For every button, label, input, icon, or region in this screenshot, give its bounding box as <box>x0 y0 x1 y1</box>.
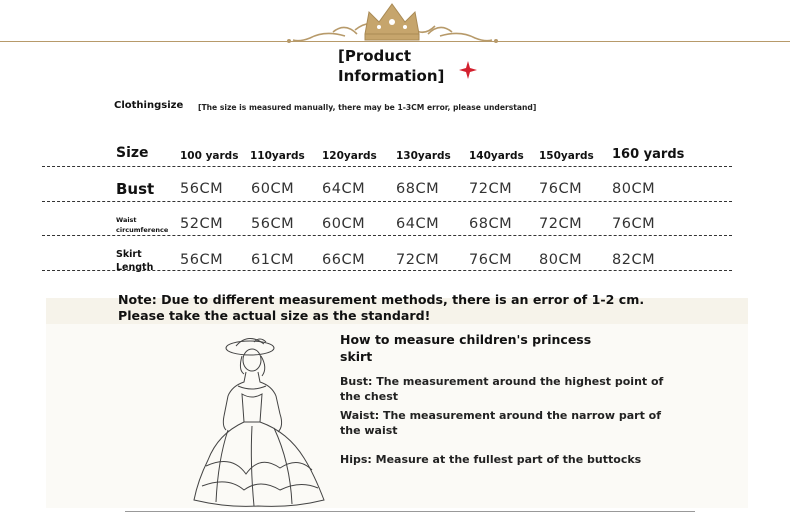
bust-description: Bust: The measurement around the highest point of the chest <box>340 375 664 403</box>
size-header-cell: 100 yards <box>180 150 239 162</box>
waist-cell: 64CM <box>396 216 440 232</box>
page-title <box>338 46 444 86</box>
skirt-cell: 56CM <box>180 252 224 268</box>
clothing-size-note: [The size is measured manually, there may be 1-3CM error, please understand] <box>198 103 537 112</box>
size-header-cell: 120yards <box>322 150 377 162</box>
skirt-cell: 72CM <box>396 252 440 268</box>
bottom-rule <box>125 511 695 512</box>
waist-label <box>116 215 168 235</box>
waist-cell: 52CM <box>180 216 224 232</box>
table-divider <box>42 235 732 236</box>
bust-cell: 68CM <box>396 181 440 197</box>
size-header-row <box>0 144 790 168</box>
size-header-cell: 110yards <box>250 150 305 162</box>
bust-label: Bust <box>116 180 155 198</box>
bust-cell: 64CM <box>322 181 366 197</box>
waist-cell: 72CM <box>539 216 583 232</box>
hips-description: Hips: Measure at the fullest part of the buttocks <box>340 453 642 466</box>
skirt-cell: 76CM <box>469 252 513 268</box>
waist-label-line-1: Waist <box>116 216 137 224</box>
clothing-size-label: Clothingsize <box>114 100 184 111</box>
bust-cell: 80CM <box>612 181 656 197</box>
skirt-cell: 80CM <box>539 252 583 268</box>
bust-cell: 56CM <box>180 181 224 197</box>
size-header-cell: 140yards <box>469 150 524 162</box>
table-divider <box>42 270 732 271</box>
size-header-cell: 150yards <box>539 150 594 162</box>
skirt-cell: 82CM <box>612 252 656 268</box>
princess-dress-icon <box>188 330 328 508</box>
measurement-note: Note: Due to different measurement methods, there is an error of 1-2 cm. Please take the actual size as the standard! <box>118 292 645 323</box>
bust-cell: 60CM <box>251 181 295 197</box>
size-header-label: Size <box>116 145 149 161</box>
star-icon <box>459 61 477 79</box>
measure-title: How to measure children's princess skirt <box>340 332 592 364</box>
size-header-cell: 130yards <box>396 150 451 162</box>
waist-cell: 56CM <box>251 216 295 232</box>
skirt-cell: 61CM <box>251 252 295 268</box>
size-header-cell: 160 yards <box>612 147 685 162</box>
waist-cell: 60CM <box>322 216 366 232</box>
table-divider <box>42 201 732 202</box>
crown-icon <box>285 0 500 48</box>
bust-cell: 72CM <box>469 181 513 197</box>
waist-label-line-2: circumference <box>116 226 169 234</box>
waist-description: Waist: The measurement around the narrow part of the waist <box>340 409 661 437</box>
skirt-label-line-1: Skirt <box>116 249 142 260</box>
waist-cell: 76CM <box>612 216 656 232</box>
title-line-1: [Product <box>338 47 412 65</box>
skirt-label-line-2: Length <box>116 262 154 273</box>
bust-cell: 76CM <box>539 181 583 197</box>
waist-cell: 68CM <box>469 216 513 232</box>
title-line-2: Information] <box>338 67 445 85</box>
skirt-cell: 66CM <box>322 252 366 268</box>
bust-row <box>0 179 790 203</box>
table-divider <box>42 166 732 167</box>
